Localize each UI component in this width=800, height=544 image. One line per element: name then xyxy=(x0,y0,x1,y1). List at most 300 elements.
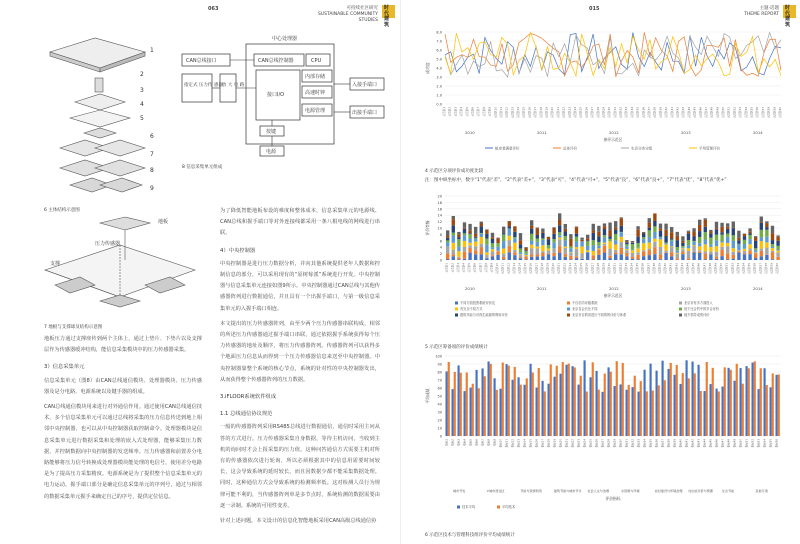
bar-segment xyxy=(653,247,656,254)
x-tick-label: 示范区21 xyxy=(556,107,560,119)
x-tick-label: 指标34 xyxy=(643,439,647,448)
x-tick-label: 示范区46 xyxy=(697,263,701,275)
x-tick-label: 示范区25 xyxy=(579,107,583,119)
bar-segment xyxy=(676,254,679,259)
chart2-caption: 5 示范区筹备项的评价成绩统计 xyxy=(425,345,488,350)
bar-segment xyxy=(681,243,684,246)
x-tick-label: 示范区42 xyxy=(676,107,680,119)
bar-segment xyxy=(715,228,718,229)
section-heading: 3.iFLOOR系统软件组成 xyxy=(220,394,277,401)
y-tick-label: 14 xyxy=(437,213,442,218)
bar-segment xyxy=(704,227,707,232)
bar-segment xyxy=(592,224,595,231)
bar-segment xyxy=(457,234,460,237)
bar-segment xyxy=(508,236,511,240)
x-tick-label: 示范区45 xyxy=(692,263,696,275)
bar-segment xyxy=(614,221,617,227)
bar-segment xyxy=(642,243,645,250)
x-tick-label: 示范区17 xyxy=(535,263,539,275)
bar-segment xyxy=(485,230,488,234)
bar-segment xyxy=(732,221,735,227)
x-tick-label: 示范区33 xyxy=(625,107,629,119)
legend-swatch xyxy=(679,302,682,305)
x-tick-label: 示范区54 xyxy=(744,107,748,119)
x-tick-label: 示范区23 xyxy=(568,107,572,119)
bar-segment xyxy=(536,228,539,235)
legend-label: 低于比合约中的多合评价 xyxy=(684,307,720,311)
bar xyxy=(572,366,574,436)
bar xyxy=(664,380,666,436)
x-tick-label: 指标5 xyxy=(469,439,473,446)
bar-segment xyxy=(625,253,628,256)
bar xyxy=(484,376,486,436)
bar-segment xyxy=(687,232,690,234)
bar xyxy=(646,391,648,436)
bar xyxy=(544,391,546,436)
left-text-col1 xyxy=(44,334,202,507)
x-tick-label: 指标2 xyxy=(451,439,455,446)
bar xyxy=(652,390,654,436)
bar-segment xyxy=(631,244,634,249)
bar-segment xyxy=(580,238,583,240)
bar-segment xyxy=(592,233,595,240)
bar xyxy=(500,389,502,436)
bar-segment xyxy=(748,231,751,233)
bar-segment xyxy=(704,244,707,251)
x-tick-label: 指标48 xyxy=(727,439,731,448)
bar-segment xyxy=(754,252,757,253)
bar-segment xyxy=(659,247,662,255)
bar-segment xyxy=(715,222,718,229)
x-tick-label: 示范区39 xyxy=(658,263,662,275)
bar-segment xyxy=(709,238,712,245)
x-tick-label: 指标28 xyxy=(607,439,611,448)
right-title-cn: 主题·话题 xyxy=(759,6,779,11)
legend-label: 总体评价 xyxy=(563,146,577,151)
bar-segment xyxy=(653,221,656,226)
bar-segment xyxy=(732,252,735,255)
bar-segment xyxy=(709,247,712,251)
x-tick-label: 示范区52 xyxy=(731,263,735,275)
x-axis-title: 参评示范区 xyxy=(603,293,623,298)
bar xyxy=(692,362,694,436)
bar-segment xyxy=(468,233,471,234)
bar-segment xyxy=(676,247,679,250)
year-label: 2012 xyxy=(609,130,619,135)
floor-label-floor: 地板 xyxy=(158,219,169,225)
x-tick-label: 示范区22 xyxy=(563,263,567,275)
group-label: 村庄能评价与管理 xyxy=(688,489,713,493)
x-tick-label: 示范区51 xyxy=(727,107,731,119)
bar-segment xyxy=(519,233,522,240)
y-tick-label: 80 xyxy=(437,370,442,375)
bar-segment xyxy=(468,253,471,260)
bar-segment xyxy=(508,246,511,253)
x-tick-label: 示范区45 xyxy=(693,107,697,119)
bar-segment xyxy=(636,259,639,260)
bar xyxy=(458,365,460,436)
bar xyxy=(556,366,558,436)
x-tick-label: 指标51 xyxy=(745,439,749,448)
bar-segment xyxy=(664,242,667,243)
bar-segment xyxy=(597,255,600,260)
struct-num-3: 3 xyxy=(140,87,144,94)
bar-segment xyxy=(597,232,600,236)
x-tick-label: 示范区38 xyxy=(652,263,656,275)
bar-segment xyxy=(726,229,729,234)
bar xyxy=(640,381,642,436)
bar-segment xyxy=(485,245,488,253)
legend-swatch xyxy=(567,308,570,311)
bar-segment xyxy=(659,224,662,229)
group-label: 建筑节能与城市节水 xyxy=(553,489,582,493)
bar-segment xyxy=(636,243,639,248)
bar-segment xyxy=(558,235,561,237)
bar xyxy=(610,372,612,436)
bar-segment xyxy=(732,259,735,260)
bar-segment xyxy=(519,257,522,258)
bar-segment xyxy=(603,237,606,242)
bar xyxy=(566,365,568,436)
bar-segment xyxy=(586,241,589,246)
bar-segment xyxy=(648,218,651,222)
bar-segment xyxy=(586,250,589,252)
bar-segment xyxy=(687,248,690,251)
bar-segment xyxy=(659,239,662,247)
x-tick-label: 示范区8 xyxy=(484,263,488,273)
bar-segment xyxy=(502,254,505,257)
bar-segment xyxy=(536,248,539,254)
bar-segment xyxy=(720,247,723,250)
bar-segment xyxy=(771,259,774,260)
bar xyxy=(650,364,652,436)
x-tick-label: 指标13 xyxy=(517,439,521,448)
x-tick-label: 示范区20 xyxy=(552,263,556,275)
bar xyxy=(512,380,514,436)
bar-segment xyxy=(575,258,578,260)
bar-segment xyxy=(670,256,673,260)
bar xyxy=(538,368,540,436)
bar xyxy=(584,360,586,436)
bar-segment xyxy=(754,248,757,250)
bar-segment xyxy=(743,240,746,244)
year-label: 2011 xyxy=(537,130,547,135)
x-tick-label: 示范区11 xyxy=(499,107,503,119)
x-tick-label: 示范区50 xyxy=(722,107,726,119)
bar-segment xyxy=(480,224,483,227)
bar-segment xyxy=(648,243,651,249)
x-tick-label: 示范区34 xyxy=(630,263,634,275)
struct-num-9: 9 xyxy=(150,185,154,192)
year-label: 2013 xyxy=(681,286,691,291)
bar-segment xyxy=(575,247,578,249)
x-tick-label: 示范区40 xyxy=(664,263,668,275)
x-tick-label: 示范区3 xyxy=(456,263,460,273)
bar xyxy=(550,364,552,436)
y-axis-title: 成功度 xyxy=(425,62,430,74)
x-tick-label: 示范区10 xyxy=(494,107,498,119)
bar-segment xyxy=(541,251,544,253)
bar-segment xyxy=(760,237,763,241)
bar-segment xyxy=(704,254,707,260)
bar-segment xyxy=(502,227,505,233)
bar-segment xyxy=(681,246,684,247)
bar-segment xyxy=(676,258,679,260)
bar-segment xyxy=(620,248,623,254)
bar-segment xyxy=(502,259,505,260)
legend-label: 租房者满意评价 xyxy=(495,146,520,151)
bar-segment xyxy=(676,253,679,254)
y-tick-label: 1.0 xyxy=(436,93,442,98)
bar-segment xyxy=(552,227,555,228)
bar-segment xyxy=(676,250,679,252)
bar-segment xyxy=(648,237,651,242)
y-tick-label: 3.0 xyxy=(436,75,442,80)
bar-segment xyxy=(575,234,578,237)
bar xyxy=(604,374,606,436)
bar-segment xyxy=(552,256,555,260)
bar xyxy=(700,391,702,436)
group-label: 水资源与环境 xyxy=(621,489,640,493)
bar xyxy=(772,373,774,436)
bar-segment xyxy=(631,249,634,250)
bar-segment xyxy=(748,235,751,239)
center-processor-label: 中心处理器 xyxy=(272,36,298,42)
bar-segment xyxy=(642,250,645,251)
bar-segment xyxy=(480,237,483,244)
x-tick-label: 示范区52 xyxy=(733,107,737,119)
x-tick-label: 示范区49 xyxy=(714,263,718,275)
bar-segment xyxy=(519,255,522,258)
bar-segment xyxy=(670,247,673,252)
legend-label: 有完全不同方式 xyxy=(460,307,483,311)
bar-segment xyxy=(457,259,460,260)
y-tick-label: 0.0 xyxy=(436,102,442,107)
y-tick-label: 2 xyxy=(439,252,442,257)
bar-segment xyxy=(468,234,471,238)
y-tick-label: 0 xyxy=(439,258,442,263)
bar-segment xyxy=(620,237,623,242)
bar-segment xyxy=(603,235,606,237)
bar-segment xyxy=(704,259,707,260)
bar-segment xyxy=(726,243,729,246)
x-axis-title: 评价指标 xyxy=(605,496,621,501)
bar-segment xyxy=(737,231,740,238)
bar-segment xyxy=(687,258,690,260)
bar-segment xyxy=(580,241,583,246)
x-tick-label: 示范区21 xyxy=(557,263,561,275)
bar-segment xyxy=(664,252,667,253)
x-tick-label: 指标23 xyxy=(577,439,581,448)
bar-segment xyxy=(513,252,516,255)
bar xyxy=(502,363,504,436)
bar-segment xyxy=(603,243,606,244)
group-label: 农村建设与环境治理 xyxy=(654,489,683,493)
bar-segment xyxy=(508,226,511,228)
bar-segment xyxy=(452,256,455,260)
bar-segment xyxy=(754,237,757,240)
x-tick-label: 指标36 xyxy=(655,439,659,448)
y-tick-label: 0 xyxy=(439,434,442,439)
bar-segment xyxy=(564,248,567,254)
bar-segment xyxy=(687,245,690,248)
bar xyxy=(730,370,732,436)
bar xyxy=(506,364,508,436)
bar-segment xyxy=(468,239,471,243)
year-label: 2013 xyxy=(681,130,691,135)
bar-segment xyxy=(760,222,763,223)
bar-segment xyxy=(760,223,763,230)
legend-swatch xyxy=(457,506,460,509)
bar-segment xyxy=(603,229,606,235)
bar xyxy=(676,365,678,436)
paragraph: 地板压力通过支撑座传到两个主体上，通过上垫片、下垫片以及支撑层作为传感器缓冲结构，能信息采集模块中的压力传感器采集。 xyxy=(44,336,202,354)
bar-segment xyxy=(508,229,511,236)
paragraph: 针对上述问题，本文设计的信息化智能地板采用CAN高级总线通信协 xyxy=(220,518,377,525)
bar-segment xyxy=(608,223,611,231)
bar-segment xyxy=(737,244,740,250)
x-tick-label: 示范区36 xyxy=(642,107,646,119)
bar-segment xyxy=(760,251,763,257)
x-tick-label: 指标11 xyxy=(505,439,509,448)
bar-segment xyxy=(771,247,774,249)
x-tick-label: 指标30 xyxy=(619,439,623,448)
bar-segment xyxy=(452,216,455,219)
group-label: >城市居住区 xyxy=(486,489,505,493)
x-tick-label: 示范区37 xyxy=(648,107,652,119)
bar-segment xyxy=(737,251,740,252)
sensor-label: 指定式 压力传 感器 xyxy=(184,83,223,88)
x-tick-label: 示范区2 xyxy=(448,107,452,117)
bar-segment xyxy=(776,257,779,260)
bar-segment xyxy=(681,251,684,254)
x-tick-label: 示范区38 xyxy=(653,107,657,119)
x-tick-label: 示范区1 xyxy=(443,107,446,117)
bar-segment xyxy=(575,227,578,233)
bar xyxy=(494,378,496,436)
x-tick-label: 指标33 xyxy=(637,439,641,448)
bar-segment xyxy=(541,245,544,251)
bar-segment xyxy=(446,238,449,241)
bar-segment xyxy=(480,226,483,233)
bar-segment xyxy=(625,246,628,249)
bar-segment xyxy=(586,246,589,250)
bar-segment xyxy=(681,247,684,248)
bar-segment xyxy=(608,230,611,236)
bar-segment xyxy=(485,255,488,258)
bar-segment xyxy=(480,233,483,234)
bar-segment xyxy=(709,244,712,247)
bar-segment xyxy=(653,213,656,221)
power-label: 电源 xyxy=(266,149,277,155)
x-tick-label: 指标39 xyxy=(673,439,677,448)
bar-segment xyxy=(726,253,729,259)
bar-segment xyxy=(726,259,729,260)
x-tick-label: 示范区26 xyxy=(585,263,589,275)
bar-segment xyxy=(474,254,477,260)
cpu-label: CPU xyxy=(311,58,322,64)
bar xyxy=(716,389,718,436)
bar-segment xyxy=(580,240,583,241)
bar-segment xyxy=(541,253,544,256)
bar xyxy=(454,372,456,436)
x-tick-label: 示范区36 xyxy=(641,263,645,275)
plate-top xyxy=(50,38,145,68)
bar xyxy=(620,384,622,436)
floor-label-sensor: 压力传感器 xyxy=(95,241,121,247)
bar-segment xyxy=(709,251,712,254)
bar xyxy=(530,364,532,436)
bar xyxy=(718,391,720,436)
bar-segment xyxy=(737,250,740,251)
bar-segment xyxy=(614,240,617,244)
x-tick-label: 示范区46 xyxy=(699,107,703,119)
bar xyxy=(580,376,582,436)
y-tick-label: 4.0 xyxy=(436,66,442,71)
bar-segment xyxy=(496,250,499,251)
bar-segment xyxy=(648,228,651,231)
bar xyxy=(536,388,538,436)
x-tick-label: 示范区31 xyxy=(613,263,617,275)
struct-num-6: 6 xyxy=(150,133,154,140)
bar-segment xyxy=(653,226,656,232)
bar xyxy=(542,381,544,436)
bar-segment xyxy=(636,248,639,252)
legend-label: 北京市目的用进行不同的的评价与体系 xyxy=(572,313,627,317)
bar xyxy=(634,376,636,436)
bar-segment xyxy=(704,232,707,239)
amplifier-label: 放 大 电 路 xyxy=(222,83,245,88)
paragraph: 本文提出的压力传感器阵列，由至少两个压力传感器串联构成，相邻的所述压力传感器通过握手端口串联，通过依据握手系统获得每个压力传感器的地址及顺序，将压力传感器阵列。传感器阵列可以获得多个地面压力信息从而得到一个压力传感器信息来送至中央控制器。中央控制器靠整个系统的核心节点，系统的针对性的中央控制器发出，从而获得整个传感器阵列的压力数据。 xyxy=(220,320,380,383)
struct-num-2: 2 xyxy=(140,71,144,78)
bar-segment xyxy=(776,241,779,246)
bar-segment xyxy=(692,245,695,246)
bar xyxy=(770,387,772,436)
bar-segment xyxy=(726,227,729,229)
bar-segment xyxy=(468,230,471,233)
bar xyxy=(644,370,646,436)
bar-segment xyxy=(474,250,477,254)
x-tick-label: 示范区18 xyxy=(540,263,544,275)
legend-swatch xyxy=(679,314,682,317)
bar-segment xyxy=(603,226,606,229)
bar-segment xyxy=(519,248,522,252)
year-label: 2010 xyxy=(465,286,475,291)
bar-segment xyxy=(709,254,712,260)
bar-segment xyxy=(463,222,466,227)
bar xyxy=(578,385,580,436)
bar-segment xyxy=(547,237,550,239)
bar-segment xyxy=(524,257,527,260)
bar-segment xyxy=(463,252,466,259)
bar-segment xyxy=(491,255,494,256)
legend-label: 不同方面投资系统评价及 xyxy=(460,301,496,305)
struct-num-7: 7 xyxy=(150,151,154,158)
bar-segment xyxy=(597,246,600,248)
x-tick-label: 示范区44 xyxy=(686,263,690,275)
bar-segment xyxy=(491,249,494,251)
bar-segment xyxy=(687,251,690,258)
x-tick-label: 示范区7 xyxy=(479,263,483,273)
x-tick-label: 示范区56 xyxy=(753,263,757,275)
bar-segment xyxy=(564,240,567,246)
x-tick-label: 示范区6 xyxy=(473,263,477,273)
bar-segment xyxy=(614,253,617,255)
legend-label: 地方领导成绩评价 xyxy=(684,313,710,317)
bar-segment xyxy=(552,249,555,253)
bar-segment xyxy=(636,226,639,229)
x-tick-label: 示范区28 xyxy=(596,263,600,275)
